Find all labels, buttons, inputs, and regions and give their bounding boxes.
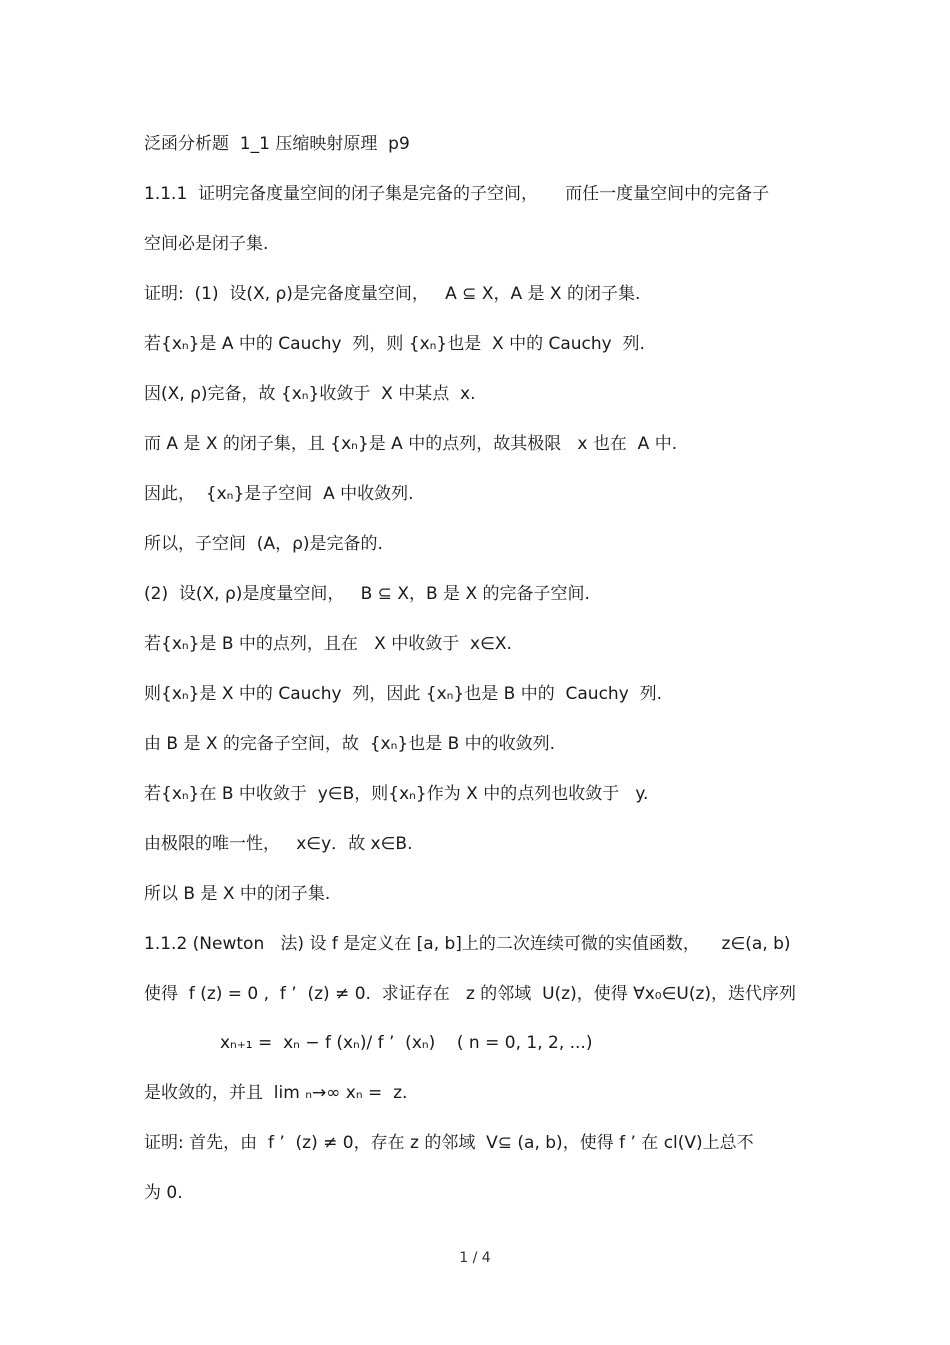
problem-1-1-1: 1.1.1 证明完备度量空间的闭子集是完备的子空间， 而任一度量空间中的完备子 — [144, 184, 770, 204]
text-line: 若{xₙ}是 A 中的 Cauchy 列，则 {xₙ}也是 X 中的 Cauchy 列. — [144, 334, 645, 354]
page-number: 1 / 4 — [459, 1250, 491, 1266]
text-line: 由 B 是 X 的完备子空间，故 {xₙ}也是 B 中的收敛列. — [144, 734, 556, 754]
text-line: 则{xₙ}是 X 中的 Cauchy 列，因此 {xₙ}也是 B 中的 Cauchy 列. — [144, 684, 662, 704]
document-title: 泛函分析题 1_1 压缩映射原理 p9 — [144, 134, 410, 154]
text-line: 为 0. — [144, 1183, 183, 1203]
text-line: 所以，子空间 (A，ρ)是完备的. — [144, 534, 383, 554]
text-line: 由极限的唯一性， x∈y．故 x∈B. — [144, 834, 413, 854]
text-line: 空间必是闭子集. — [144, 234, 269, 254]
text-line: 所以 B 是 X 中的闭子集. — [144, 884, 331, 904]
iteration-formula: xₙ₊₁ = xₙ − f (xₙ)/ f ’ (xₙ) ( n = 0, 1, 2, ...) — [220, 1033, 593, 1053]
text-line: 因此， {xₙ}是子空间 A 中收敛列. — [144, 484, 414, 504]
text-line: 证明: 首先，由 f ’ (z) ≠ 0，存在 z 的邻域 V⊆ (a, b)，使得 f ’ 在 cl(V)上总不 — [144, 1133, 754, 1153]
text-line: 若{xₙ}是 B 中的点列，且在 X 中收敛于 x∈X. — [144, 634, 512, 654]
text-line: 而 A 是 X 的闭子集，且 {xₙ}是 A 中的点列，故其极限 x 也在 A 中. — [144, 434, 678, 454]
problem-1-1-2: 1.1.2 (Newton 法) 设 f 是定义在 [a, b]上的二次连续可微的实值函数， z∈(a, b) — [144, 934, 791, 954]
text-line: (2) 设(X, ρ)是度量空间， B ⊆ X，B 是 X 的完备子空间. — [144, 584, 590, 604]
text-line: 使得 f (z) = 0 , f ’ (z) ≠ 0. 求证存在 z 的邻域 U(z)，使得 ∀x₀∈U(z)，迭代序列 — [144, 984, 797, 1004]
text-line: 因(X, ρ)完备，故 {xₙ}收敛于 X 中某点 x. — [144, 384, 476, 404]
text-line: 证明: (1) 设(X, ρ)是完备度量空间， A ⊆ X，A 是 X 的闭子集. — [144, 284, 641, 304]
text-line: 若{xₙ}在 B 中收敛于 y∈B，则{xₙ}作为 X 中的点列也收敛于 y. — [144, 784, 649, 804]
text-line: 是收敛的，并且 lim ₙ→∞ xₙ = z. — [144, 1083, 408, 1103]
